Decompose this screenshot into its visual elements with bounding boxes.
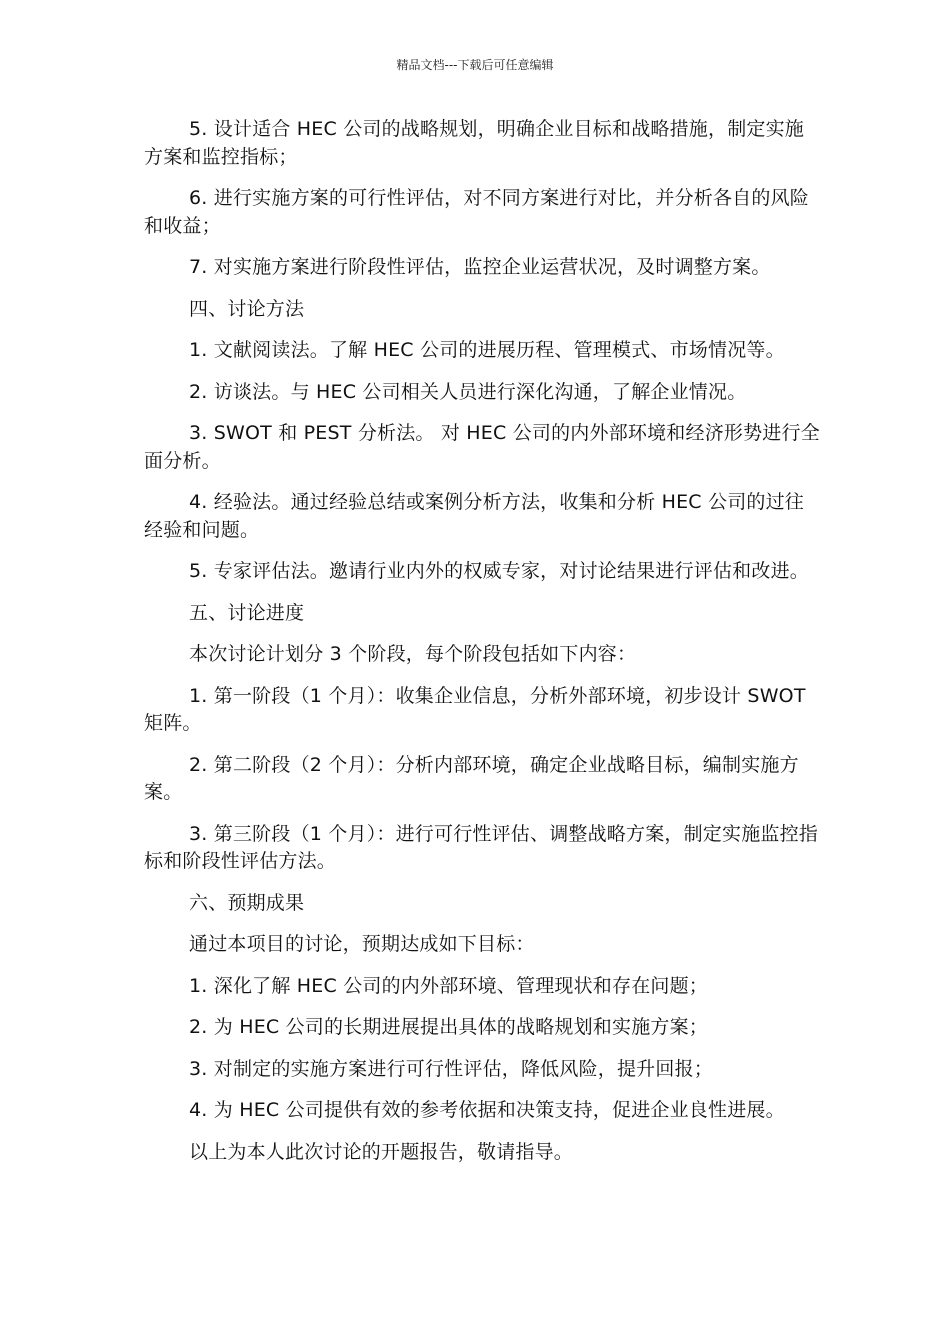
paragraph-outcome-2: 2. 为 HEC 公司的长期进展提出具体的战略规划和实施方案； bbox=[189, 1016, 709, 1038]
paragraph-outcomes-intro: 通过本项目的讨论，预期达成如下目标： bbox=[189, 933, 535, 955]
paragraph-method-5: 5. 专家评估法。邀请行业内外的权威专家，对讨论结果进行评估和改进。 bbox=[189, 560, 809, 582]
paragraph-method-1: 1. 文献阅读法。了解 HEC 公司的进展历程、管理模式、市场情况等。 bbox=[189, 339, 785, 361]
paragraph-outcome-1: 1. 深化了解 HEC 公司的内外部环境、管理现状和存在问题； bbox=[189, 974, 709, 997]
paragraph-schedule-stage-1: 1. 第一阶段（1 个月）：收集企业信息，分析外部环境，初步设计 SWOT 矩阵。 bbox=[144, 684, 806, 734]
paragraph-outcome-3: 3. 对制定的实施方案进行可行性评估，降低风险，提升回报； bbox=[189, 1057, 713, 1080]
paragraph-plan-item-5: 5. 设计适合 HEC 公司的战略规划，明确企业目标和战略措施，制定实施方案和监控指标； bbox=[144, 118, 805, 168]
paragraph-method-3: 3. SWOT 和 PEST 分析法。 对 HEC 公司的内外部环境和经济形势进行全面分析。 bbox=[144, 422, 820, 472]
paragraph-method-2: 2. 访谈法。与 HEC 公司相关人员进行深化沟通，了解企业情况。 bbox=[189, 380, 747, 403]
paragraph-schedule-stage-3: 3. 第三阶段（1 个月）：进行可行性评估、调整战略方案，制定实施监控指标和阶段性评估方法。 bbox=[144, 822, 818, 872]
paragraph-outcome-4: 4. 为 HEC 公司提供有效的参考依据和决策支持，促进企业良性进展。 bbox=[189, 1099, 785, 1121]
paragraph-schedule-stage-2: 2. 第二阶段（2 个月）：分析内部环境，确定企业战略目标，编制实施方案。 bbox=[144, 753, 799, 803]
document-body bbox=[144, 116, 820, 1166]
section-heading-methods: 四、讨论方法 bbox=[189, 297, 305, 320]
section-heading-schedule: 五、讨论进度 bbox=[189, 601, 305, 624]
paragraph-plan-item-6: 6. 进行实施方案的可行性评估，对不同方案进行对比，并分析各自的风险和收益； bbox=[144, 187, 809, 237]
paragraph-schedule-intro: 本次讨论计划分 3 个阶段，每个阶段包括如下内容： bbox=[189, 643, 637, 665]
paragraph-method-4: 4. 经验法。通过经验总结或案例分析方法，收集和分析 HEC 公司的过往经验和问题。 bbox=[144, 491, 805, 541]
paragraph-plan-item-7: 7. 对实施方案进行阶段性评估，监控企业运营状况，及时调整方案。 bbox=[189, 256, 771, 278]
page-header-watermark: 精品文档---下载后可任意编辑 bbox=[396, 58, 554, 72]
section-heading-outcomes: 六、预期成果 bbox=[189, 891, 305, 914]
paragraph-closing: 以上为本人此次讨论的开题报告，敬请指导。 bbox=[189, 1140, 574, 1163]
